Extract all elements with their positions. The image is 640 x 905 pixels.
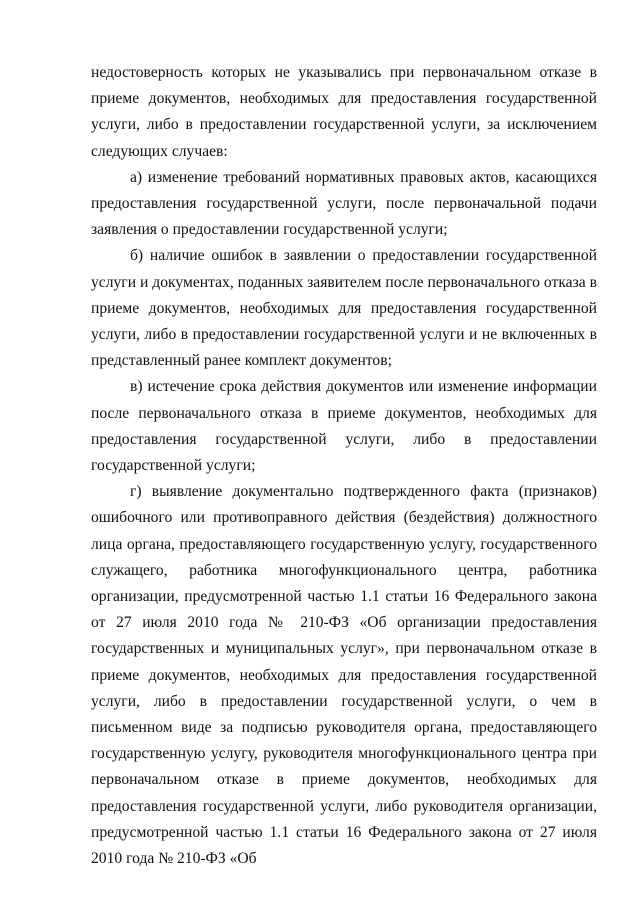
document-body <box>91 60 597 872</box>
paragraph-item-a: а) изменение требований нормативных правовых актов, касающихся предоставления государственной услуги, после первоначальной подачи заявления о предоставлении государственной услуги; <box>91 168 597 239</box>
paragraph-item-g: г) выявление документально подтвержденного факта (признаков) ошибочного или противоправного действия (бездействия) должностного лица органа, предоставляющего государственную услугу, государственного служащего, работника многофункционального центра, работника организации, предусмотренной частью 1.1 статьи 16 Федерального закона от 27 июля 2010 года № 210-ФЗ «Об организации предоставления государственных и муниципальных услуг», при первоначальном отказе в приеме документов, необходимых для предоставления государственной услуги, либо в предоставлении государственной услуги, о чем в письменном виде за подписью руководителя органа, предоставляющего государственную услугу, руководителя многофункционального центра при первоначальном отказе в приеме документов, необходимых для предоставления государственной услуги, либо руководителя организации, предусмотренной частью 1.1 статьи 16 Федерального закона от 27 июля 2010 года № 210-ФЗ «Об <box>91 483 597 868</box>
paragraph-continuation: недостоверность которых не указывались при первоначальном отказе в приеме документов, необходимых для предоставления государственной услуги, либо в предоставлении государственной услуги, за исключением следующих случаев: <box>91 64 597 160</box>
paragraph-item-v: в) истечение срока действия документов или изменение информации после первоначального отказа в приеме документов, необходимых для предоставления государственной услуги, либо в предоставлении государственной услуги; <box>91 378 597 475</box>
paragraph-item-b: б) наличие ошибок в заявлении о предоставлении государственной услуги и документах, поданных заявителем после первоначального отказа в приеме документов, необходимых для предоставления государственной услуги, либо в предоставлении государственной услуги и не включенных в представленный ранее комплект документов; <box>91 247 597 370</box>
